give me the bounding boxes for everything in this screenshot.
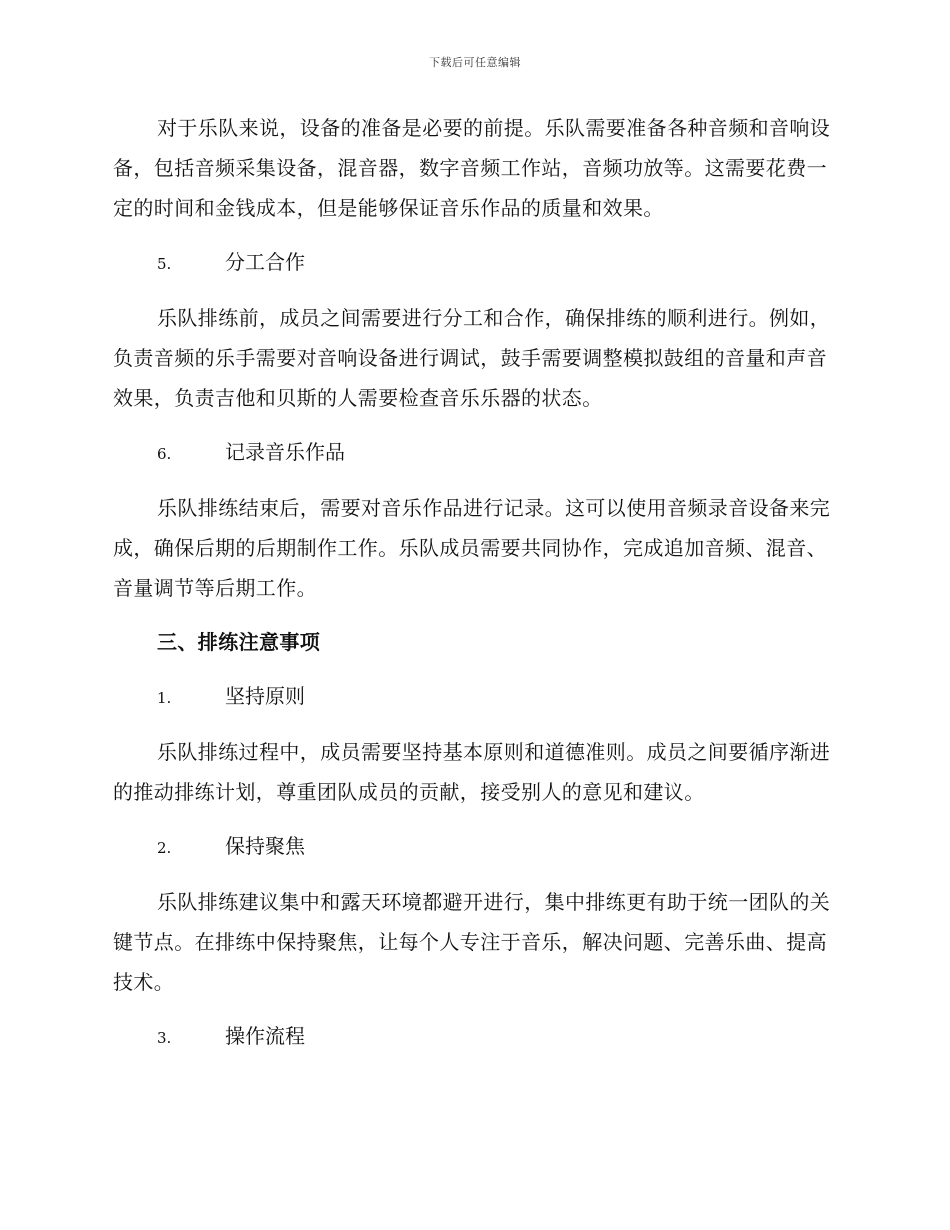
paragraph-principles: 乐队排练过程中，成员需要坚持基本原则和道德准则。成员之间要循序渐进的推动排练计划，尊重团队成员的贡献，接受别人的意见和建议。 [113, 740, 831, 804]
heading-number: 1. [157, 689, 172, 707]
numbered-heading-3 [113, 1016, 833, 1058]
heading-number: 2. [157, 839, 172, 857]
paragraph-focus: 乐队排练建议集中和露天环境都避开进行，集中排练更有助于统一团队的关键节点。在排练中保持聚焦，让每个人专注于音乐，解决问题、完善乐曲、提高技术。 [113, 890, 831, 994]
heading-title: 记录音乐作品 [225, 440, 345, 464]
document-body [113, 108, 833, 1072]
heading-number: 3. [157, 1029, 172, 1047]
heading-title: 操作流程 [225, 1024, 305, 1048]
heading-title: 保持聚焦 [225, 834, 305, 858]
numbered-heading-5 [113, 242, 833, 284]
heading-number: 6. [157, 445, 172, 463]
heading-title: 坚持原则 [225, 684, 305, 708]
heading-title: 分工合作 [225, 250, 305, 274]
numbered-heading-1 [113, 676, 833, 718]
paragraph-equipment: 对于乐队来说，设备的准备是必要的前提。乐队需要准备各种音频和音响设备，包括音频采集设备，混音器，数字音频工作站，音频功放等。这需要花费一定的时间和金钱成本，但是能够保证音乐作品的质量和效果。 [113, 116, 831, 220]
paragraph-division: 乐队排练前，成员之间需要进行分工和合作，确保排练的顺利进行。例如，负责音频的乐手需要对音响设备进行调试，鼓手需要调整模拟鼓组的音量和声音效果，负责吉他和贝斯的人需要检查音乐乐器的状态。 [113, 306, 831, 410]
section-heading-3: 三、排练注意事项 [157, 630, 321, 654]
page-header: 下载后可任意编辑 [429, 56, 521, 69]
heading-number: 5. [157, 255, 172, 273]
numbered-heading-6 [113, 432, 833, 474]
paragraph-recording: 乐队排练结束后，需要对音乐作品进行记录。这可以使用音频录音设备来完成，确保后期的后期制作工作。乐队成员需要共同协作，完成追加音频、混音、音量调节等后期工作。 [113, 496, 831, 600]
numbered-heading-2 [113, 826, 833, 868]
